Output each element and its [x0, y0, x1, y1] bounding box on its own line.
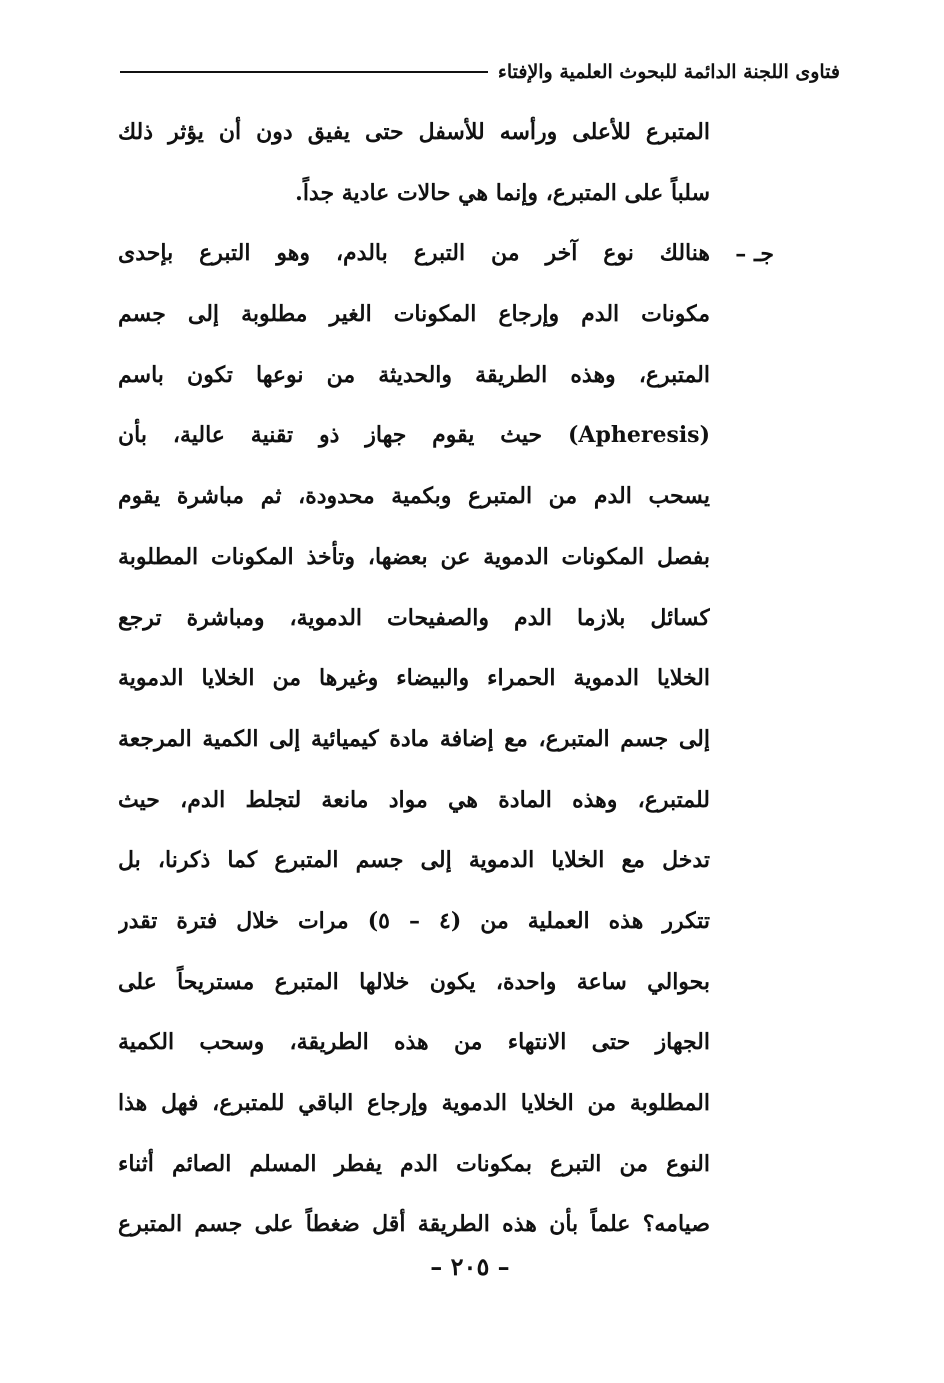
text-line: صيامه؟ علماً بأن هذه الطريقة أقل ضغطاً على جسم المتبرع [118, 1211, 710, 1238]
text-line: المتبرع، وهذه الطريقة والحديثة من نوعها تكون باسم [118, 361, 710, 388]
text-line: الجهاز حتى الانتهاء من هذه الطريقة، وسحب الكمية [118, 1029, 710, 1056]
header-title: فتاوى اللجنة الدائمة للبحوث العلمية والإفتاء [497, 61, 840, 83]
text-line: تدخل مع الخلايا الدموية إلى جسم المتبرع كما ذكرنا، بل [118, 847, 710, 874]
text-line: (Apheresis) حيث يقوم جهاز ذو تقنية عالية، بأن [118, 422, 710, 449]
text-line: مكونات الدم وإرجاع المكونات الغير مطلوبة إلى جسم [118, 301, 710, 328]
text-line: المتبرع للأعلى ورأسه للأسفل حتى يفيق دون أن يؤثر ذلك [118, 119, 710, 145]
header-rule [120, 71, 488, 73]
page-number: – ٢٠٥ – [430, 1252, 510, 1281]
text-line: سلباً على المتبرع، وإنما هي حالات عادية جداً. [295, 179, 710, 206]
text-line: للمتبرع، وهذه المادة هي مواد مانعة لتجلط الدم، حيث [118, 786, 710, 813]
text-line: يسحب الدم من المتبرع وبكمية محدودة، ثم مباشرة يقوم [118, 483, 710, 510]
text-line: هنالك نوع آخر من التبرع بالدم، وهو التبرع بإحدى [118, 240, 710, 267]
text-line: بحوالي ساعة واحدة، يكون خلالها المتبرع مستريحاً على [118, 968, 710, 995]
running-header [120, 52, 840, 92]
text-line: المطلوبة من الخلايا الدموية وإرجاع الباقي للمتبرع، فهل هذا [118, 1090, 710, 1116]
item-marker: جـ – [735, 241, 774, 267]
text-line: كسائل بلازما الدم والصفيحات الدموية، ومباشرة ترجع [118, 604, 710, 631]
text-line: الخلايا الدموية الحمراء والبيضاء وغيرها من الخلايا الدموية [118, 665, 710, 692]
body-text [118, 102, 710, 1255]
text-line: النوع من التبرع بمكونات الدم يفطر المسلم الصائم أثناء [118, 1150, 710, 1177]
text-line: إلى جسم المتبرع، مع إضافة مادة كيميائية إلى الكمية المرجعة [118, 725, 710, 752]
text-line: بفصل المكونات الدموية عن بعضها، وتأخذ المكونات المطلوبة [118, 543, 710, 570]
text-line: تتكرر هذه العملية من (٤ – ٥) مرات خلال فترة تقدر [118, 907, 710, 934]
